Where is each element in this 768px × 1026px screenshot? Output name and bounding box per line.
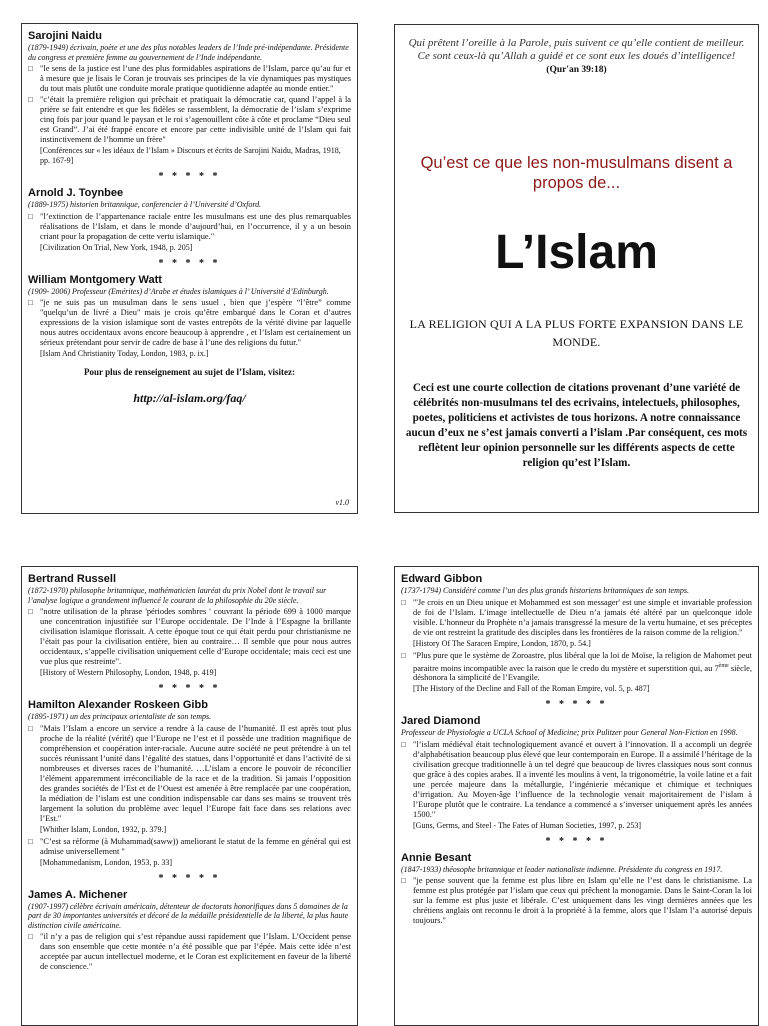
author-name: Hamilton Alexander Roskeen Gibb <box>28 699 208 711</box>
panel-cover <box>394 24 759 513</box>
cover-tagline: LA RELIGION QUI A LA PLUS FORTE EXPANSION DANS LE MONDE. <box>409 317 744 349</box>
quote: □ "c’était la première religion qui prêchait et pratiquait la démocratie car, quand l’appel à la prière se fait entendre et que les fidèles se rassemblent, la démocratie de l’islam s’exprime cinq fois par jour quand le paysan et le roi s’agenouillent côte à côte et proclame “Dieu seul est Grand”. J’ai été frappé encore et encore par cette indivisible unité de l’Islam qui fait instinctivement de l’homme un frère" <box>28 95 351 145</box>
author-name: Jared Diamond <box>401 715 481 728</box>
section-james-michener <box>28 889 351 973</box>
quote-source: [History Of The Saracen Empire, London, 1870, p. 54.] <box>413 638 591 648</box>
quote: □ "je pense souvent que la femme est plus libre en Islam qu’elle ne l’est dans le christianisme. La femme est plus protégée par l’islam que ceux qui prêchent la monogamie. Dans le Saint-Coran la loi sur la femme est plus juste et libérale. C’est uniquement dans les vingt dernières années que les chrétiens anglais ont reconnu le droit à la propriété à la femme, alors que l’Islam l’a autorisé depuis toujours." <box>401 876 752 926</box>
quote-source: [Guns, Germs, and Steel - The Fates of Human Societies, 1997, p. 253] <box>413 820 642 830</box>
quote: □ "'Je crois en un Dieu unique et Mohammed est son messager' est une simple et invariable profession de foi de l’Islam. L’image intellectuelle de Dieu n’a jamais été altéré par un quelconque idole visible. L’honneur du Prophète n’a jamais transgressé la mesure de la vertu humaine, et ses préceptes de vie ont restreint la gratitude des disciples dans les frontières de la raison comme de la religion." <box>401 598 752 638</box>
author-bio: (1895-1971) un des principaux orientaliste de son temps. <box>28 712 212 721</box>
separator: * * * * * <box>158 171 221 182</box>
separator: * * * * * <box>158 683 221 694</box>
verse-reference: (Qur'an 39:18) <box>546 65 607 75</box>
author-name: Bertrand Russell <box>28 573 117 585</box>
section-hamilton-gibb <box>28 699 351 868</box>
separator: * * * * * <box>545 699 608 711</box>
author-name: Sarojini Naidu <box>28 30 102 42</box>
quran-verse: Qui prêtent l’oreille à la Parole, puis suivent ce qu’elle contient de meilleur. Ce sont ceux-là qu’Allah a guidé et ce sont eux les doués d’intelligence! <box>408 37 745 62</box>
quote: □ "l’islam médiéval était technologiquement avancé et ouvert à l’innovation. Il a accompli un degrée d’alphabétisation beaucoup plus élevé que leur contemporain en Europe. Il a assimilé l’héritage de la civilisation grecque traditionnelle à un tel degré que beaucoup de livres classiques nous sont connus que grâce à des copies arabes. Il a inventé les moulins à vent, la trigonométrie, la voile latine et a fait une percée majeure dans la métallurgie, l’ingénierie mécanique et chimique et techniques d’irrigation. Au Moyen-âge l’influence de la technologie venait majoritairement de l’islam à l’Europe plutôt que le contraire. La tendance a commencé a s’inverser uniquement après les années 1500." <box>401 740 752 820</box>
quote-part: siècle, déshonora la simplicité de l’Evangile. <box>413 663 752 683</box>
separator: * * * * * <box>158 257 221 269</box>
quote: □ "C’est sa réforme (à Muhammad(saww)) ameliorant le statut de la femme en général qui est admise universellement " <box>28 837 351 857</box>
quote: □ "Mais l’Islam a encore un service a rendre à la cause de l’humanité. Il est après tout plus proche de la réalité (vérité) que l’Europe ne l’est et il possède une tradition magnifique de compréhension et coopération inter-raciale. Aucune autre société ne peut prétendre à un tel succès réunissant l’unité dans l’égalité des statues, dans l’opportunité et dans l’activité de si nombreuses et diverses races de l’humanité. …L’islam a encore le pouvoir de réconcilier l’élément apparemment irréconciliable de la race et de la tradition. Si jamais l’opposition des grandes sociétés de l’Est et de l’Ouest est amenée à être remplacée par une coopération, la médiation de l’islam est une condition indispensable car dans ses mains se trouvent très largement la solution du problème avec lequel l’Europe fait face dans ses relations avec l’Est." <box>28 724 351 824</box>
separator: * * * * * <box>545 835 608 847</box>
quote-source: [The History of the Decline and Fall of the Roman Empire, vol. 5, p. 487] <box>413 684 650 694</box>
author-name: Arnold J. Toynbee <box>28 187 124 199</box>
author-name: William Montgomery Watt <box>28 273 162 286</box>
author-bio: (1879-1949) écrivain, poète et une des plus notables leaders de l’Inde pré-indépendante. Présidente du congress et première femme au gouvernement de l’Inde indépendante. <box>28 43 349 62</box>
website-link[interactable]: http://al-islam.org/faq/ <box>133 391 246 405</box>
separator: * * * * * <box>158 872 221 884</box>
author-bio: (1909- 2006) Professeur (Emérites) d’Arabe et études islamiques à l’ Université d’Edinburgh. <box>28 286 329 296</box>
quote: □ "l’extinction de l’appartenance raciale entre les musulmans est une des plus remarquables réalisations de l’Islam, et dans le monde d’aujourd’hui, en l’occurrence, il y a un besoin criant pour la propagation de cette vertu islamique." <box>28 212 351 242</box>
quote-source: [History of Western Philosophy, London, 1948, p. 419] <box>40 668 217 677</box>
quote-source: [Mohammedanism, London, 1953, p. 33] <box>40 857 172 867</box>
quote-source: [Civilization On Trial, New York, 1948, p. 205] <box>40 242 193 252</box>
author-bio: (1737-1794) Considéré comme l’un des plus grands historiens britanniques de son temps. <box>401 586 689 595</box>
quote: □ "notre utilisation de la phrase 'périodes sombres ' couvrant la période 699 à 1000 marque une concentration injustifiée sur l’Europe occidentale. De l’Inde à l’Espagne la brillante civilisation islamique florissait. A cette époque tout ce qui était perdu pour christianisme ne l’était pas pour la civilisation entière, bien au contraire… Il semble que pour nous autres occidentaux, s’appelle civilisation uniquement celle d’Europe occidentale; mais ceci est une vue plus que restreinte". <box>28 607 351 667</box>
section-sarojini-naidu <box>28 30 351 166</box>
panel-quotes-1 <box>21 23 358 514</box>
author-name: Edward Gibbon <box>401 573 483 585</box>
panel-quotes-4 <box>394 566 759 1026</box>
author-bio: (1889-1975) historien britannique, conferencier à l’Université d’Oxford. <box>28 200 262 209</box>
section-william-montgomery-watt <box>28 274 351 360</box>
quote-source: [Whither Islam, London, 1932, p. 379.] <box>40 824 167 834</box>
author-name: James A. Michener <box>28 888 128 901</box>
section-jared-diamond <box>401 715 752 831</box>
author-bio: (1907-1997) célèbre écrivain américain, détenteur de doctorats honorifiques dans 5 domaines de la part de 30 importantes universités et décoré de la médaille présidentielle de la liberté, la plus haute distinction civile américaine. <box>28 901 349 930</box>
info-text: Pour plus de renseignement au sujet de l’Islam, visitez: <box>84 367 295 377</box>
author-bio: (1872-1970) philosophe britannique, mathématicien lauréat du prix Nobel dont le travail sur l’analyse logique a grandement influencé le courant de la philosophie du 20e siècle. <box>28 586 327 605</box>
quote <box>401 651 752 684</box>
version-label: v1.0 <box>335 498 349 507</box>
quote-source: [Islam And Christianity Today, London, 1983, p. ix.] <box>40 349 209 358</box>
section-bertrand-russell <box>28 573 351 678</box>
quote: □ "je ne suis pas un musulman dans le sens usuel , bien que j’espère “l’être” comme "quelqu’un de livré a Dieu" mais je crois qu’être embarqué dans le Coran et d’autres expressions de la vision islamique sont de vastes entrepôts de la vérité divine par laquelle nous autres occidentaux avons encore beaucoup à apprendre , et l’Islam est certainement un sérieux prétendant pour servir de cadre de base à l’une des religions du futur." <box>28 298 351 348</box>
section-arnold-toynbee <box>28 187 351 253</box>
quote: □ "il n’y a pas de religion qui s’est répandue aussi rapidement que l’Islam. L’Occident pense dans son ensemble que cette montée n’a été possible que par l’épée. Mais cette idée n’est acceptée par aucun intellectuel moderne, et le Coran est explicitement en faveur de la liberté de conscience." <box>28 932 351 972</box>
cover-title: L’Islam <box>495 226 658 279</box>
author-bio: Professeur de Physiologie a UCLA School of Medicine; prix Pulitzer pour General Non-Fiction en 1998. <box>401 728 738 738</box>
author-bio: (1847-1933) théosophe britannique et leader nationaliste indienne. Présidente du congress en 1917. <box>401 864 723 874</box>
panel-quotes-3 <box>21 566 358 1026</box>
author-name: Annie Besant <box>401 851 472 864</box>
quote-source: [Conférences sur « les idéaux de l’Islam » Discours et écrits de Sarojini Naidu, Madras, 1918, pp. 167-9] <box>40 146 341 165</box>
quote: □ "le sens de la justice est l’une des plus formidables aspirations de l’Islam, parce qu’au fur et à mesure que je lisais le Coran je trouvais ses principes de la vie dynamiques pas mystiques du tout mais plutôt une conduite morale pratique quotidienne adaptée au monde entier." <box>28 64 351 94</box>
superscript: ème <box>718 662 729 669</box>
section-edward-gibbon <box>401 573 752 694</box>
cover-subtitle: Qu’est ce que les non-musulmans disent a propos de... <box>420 154 733 192</box>
cover-description: Ceci est une courte collection de citations provenant d’une variété de célébrités non-musulmans tel des ecrivains, intelectuels, philosophes, poetes, politiciens et activistes de tous horizons. A notre connaissance aucun d’eux ne s’est jamais converti a l’islam .Par conséquent, ces mots reflètent leur opinion personnelle sur les différents aspects de cette religion qu’est l’Islam. <box>405 382 748 469</box>
quote-part: "Plus pure que le système de Zoroastre, plus libéral que la loi de Moïse, la religion de Mahomet peut paraitre moins incompatible avec la raison que le credo du mystère et superstition qui, au 7 <box>413 650 752 673</box>
section-annie-besant <box>401 852 752 927</box>
